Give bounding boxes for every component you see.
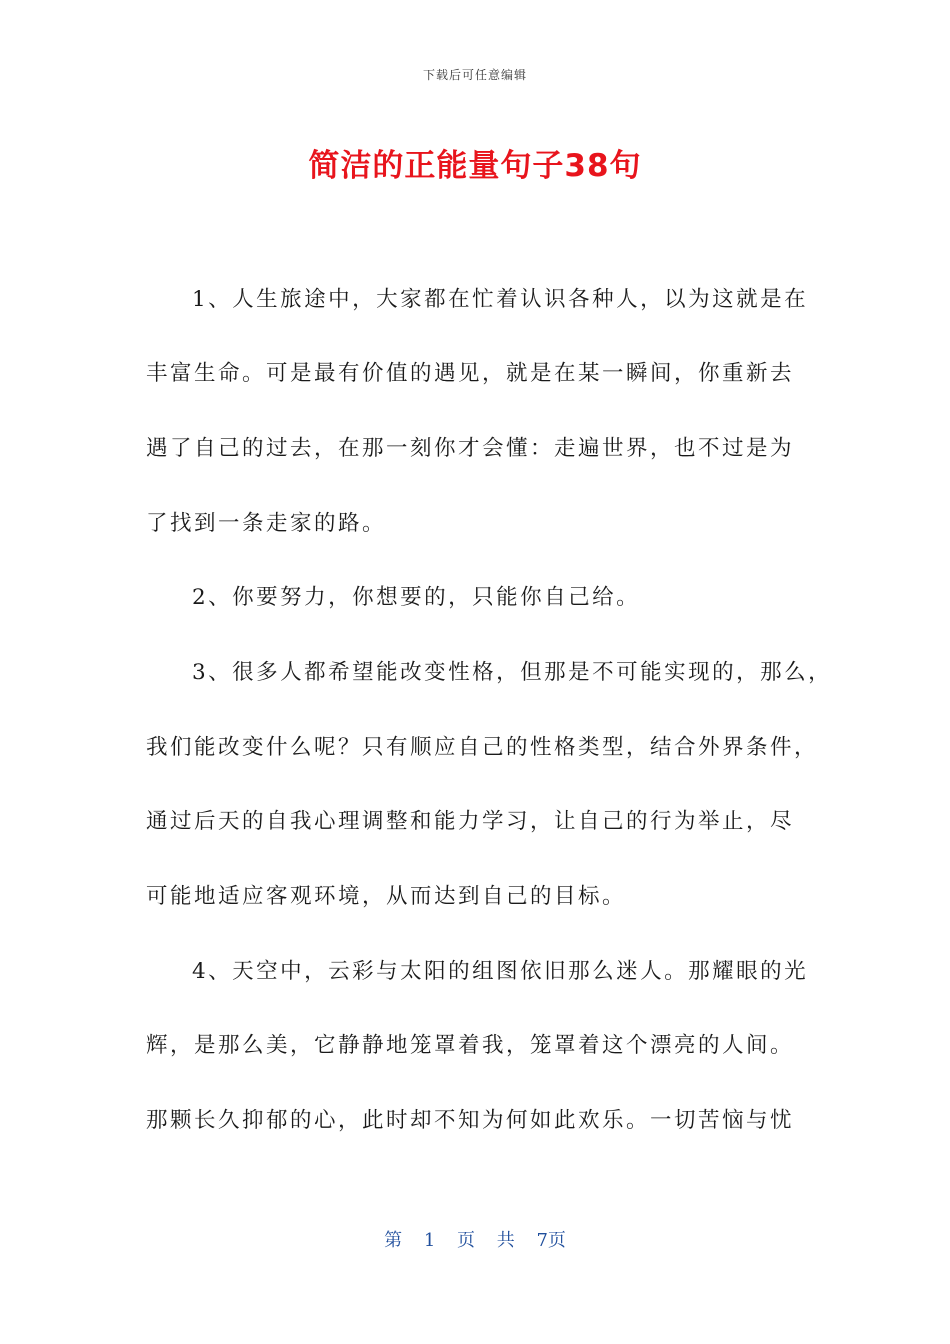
paragraph-3-line-4: 可能地适应客观环境，从而达到自己的目标。 [146,884,627,909]
footer-total-pages: 7页 [536,1230,566,1251]
footer-prefix: 第 [384,1230,403,1251]
paragraph-1-line-4: 了找到一条走家的路。 [146,511,387,536]
paragraph-3-line-3: 通过后天的自我心理调整和能力学习，让自己的行为举止，尽 [146,809,795,834]
footer-page-number: 1 [423,1230,436,1251]
footer-total-prefix: 共 [496,1230,515,1251]
header-note: 下载后可任意编辑 [422,68,527,82]
paragraph-4-line-3: 那颗长久抑郁的心，此时却不知为何如此欢乐。一切苦恼与忧 [146,1108,795,1133]
footer-page-unit: 页 [457,1230,475,1251]
paragraph-3-line-2: 我们能改变什么呢？只有顺应自己的性格类型，结合外界条件， [146,735,819,760]
paragraph-2-line-1: 2、你要努力，你想要的，只能你自己给。 [192,585,641,610]
page-footer [0,1226,950,1252]
document-title: 简洁的正能量句子38句 [308,148,642,184]
paragraph-4-line-2: 辉，是那么美，它静静地笼罩着我，笼罩着这个漂亮的人间。 [146,1033,795,1058]
paragraph-3-line-1: 3、很多人都希望能改变性格，但那是不可能实现的，那么， [192,660,833,685]
paragraph-1-line-2: 丰富生命。可是最有价值的遇见，就是在某一瞬间，你重新去 [146,361,795,386]
paragraph-1-line-1: 1、人生旅途中，大家都在忙着认识各种人，以为这就是在 [192,287,809,312]
paragraph-1-line-3: 遇了自己的过去，在那一刻你才会懂：走遍世界，也不过是为 [146,436,795,461]
paragraph-4-line-1: 4、天空中，云彩与太阳的组图依旧那么迷人。那耀眼的光 [192,959,809,984]
